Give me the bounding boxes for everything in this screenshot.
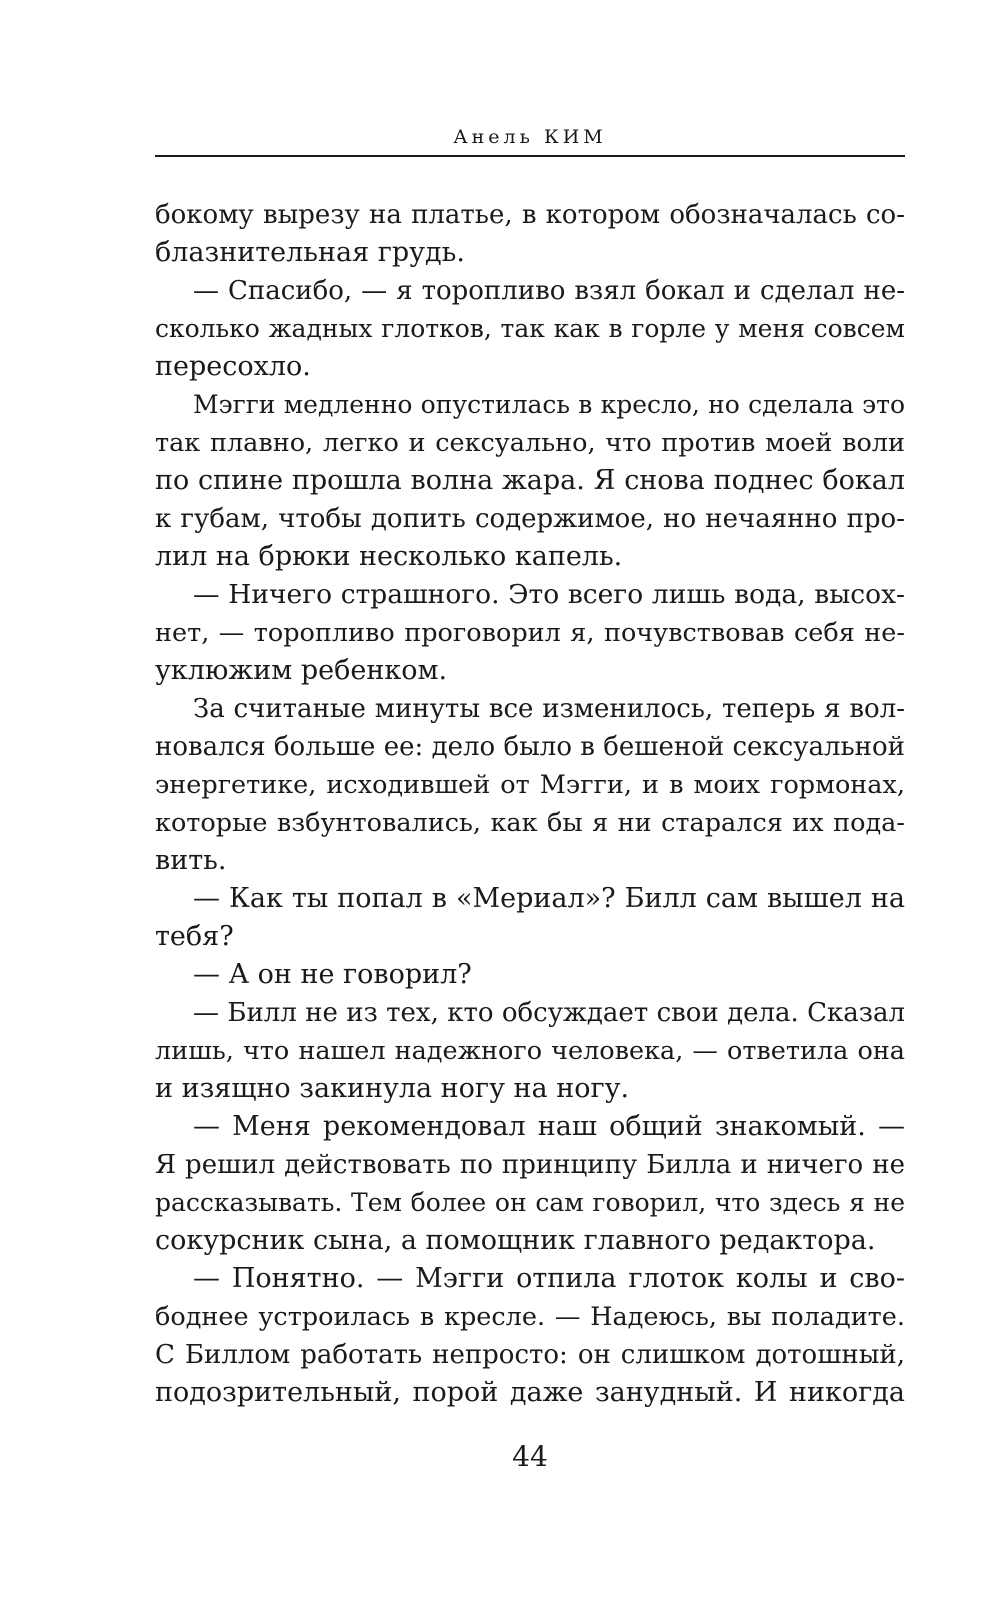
text-line: пересохло. [155,351,311,382]
text-line: которые взбунтовались, как бы я ни старался их пода- [155,808,905,838]
text-line: лил на брюки несколько капель. [155,541,623,572]
text-line: бокому вырезу на платье, в котором обозначалась со- [155,200,905,230]
page-number: 44 [512,1440,548,1473]
text-line: тебя? [155,921,234,952]
text-line: рассказывать. Тем более он сам говорил, что здесь я не [155,1188,905,1217]
text-line: — А он не говорил? [193,959,472,990]
text-line: — Билл не из тех, кто обсуждает свои дела. Сказал [193,998,905,1028]
text-line: Мэгги медленно опустилась в кресло, но сделала это [193,390,905,419]
text-line: к губам, чтобы допить содержимое, но нечаянно про- [155,504,905,534]
text-line: сокурсник сына, а помощник главного редактора. [155,1225,876,1256]
text-line: и изящно закинула ногу на ногу. [155,1073,630,1104]
text-line: — Спасибо, — я торопливо взял бокал и сделал не- [193,276,905,306]
text-line: — Меня рекомендовал наш общий знакомый. — [193,1111,905,1142]
text-line: — Как ты попал в «Мериал»? Билл сам вышел на [193,883,905,914]
text-line: сколько жадных глотков, так как в горле у меня совсем [155,314,905,343]
text-line: энергетике, исходившей от Мэгги, и в моих гормонах, [155,770,905,800]
text-line: вить. [155,845,227,876]
text-line: — Понятно. — Мэгги отпила глоток колы и сво- [193,1263,905,1294]
text-line: по спине прошла волна жара. Я снова поднес бокал [155,465,905,496]
text-line: С Биллом работать непросто: он слишком дотошный, [155,1340,905,1370]
text-line: уклюжим ребенком. [155,655,448,686]
text-line: нет, — торопливо проговорил я, почувствовав себя не- [155,618,905,648]
header-rule [155,155,905,157]
text-line: — Ничего страшного. Это всего лишь вода, высох- [193,579,905,610]
text-line: лишь, что нашел надежного человека, — ответила она [155,1036,905,1066]
text-line: За считаные минуты все изменилось, теперь я вол- [193,694,905,724]
text-line: Я решил действовать по принципу Билла и ничего не [155,1150,905,1180]
body-text [155,196,905,1412]
text-line: боднее устроилась в кресле. — Надеюсь, вы поладите. [155,1302,905,1332]
running-head: Анель КИМ [453,126,607,148]
text-line: подозрительный, порой даже занудный. И никогда [155,1377,905,1408]
text-line: так плавно, легко и сексуально, что против моей воли [155,428,905,458]
text-line: блазнительная грудь. [155,237,465,268]
text-line: новался больше ее: дело было в бешеной сексуальной [155,732,905,762]
